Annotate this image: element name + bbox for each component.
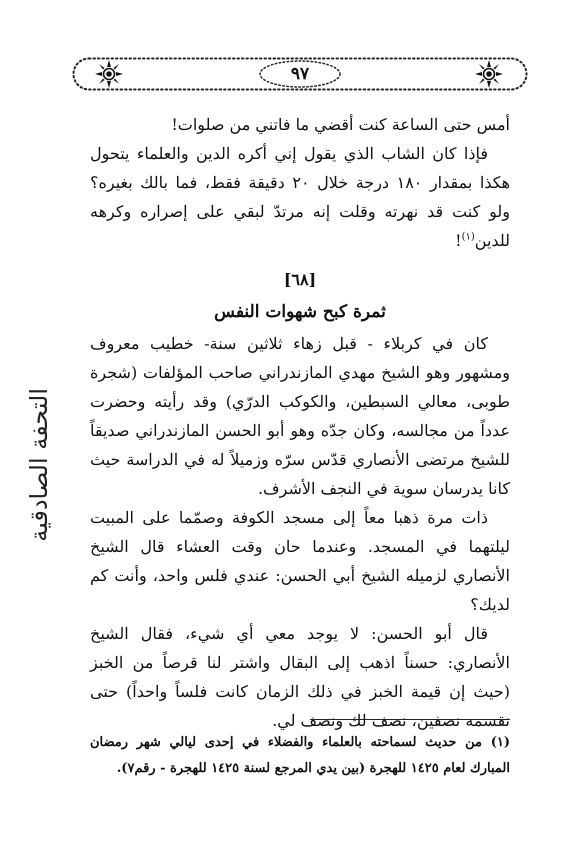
section-heading: ثمرة كبح شهوات النفس [214,302,386,322]
paragraph: كان في كربلاء - قبل زهاء ثلاثين سنة- خطيب معروف ومشهور وهو الشيخ مهدي المازندراني صاحب المؤلفات (شجرة طوبى، معالي السبطين، والكوكب الدرّي) وقد رأيته وحضرت عدداً من مجالسه، وكان جدّه وهو أبو الحسن المازندراني صديقاً للشيخ مرتضى الأنصاري قدّس سرّه وزميلاً له في الدراسة حيث كانا يدرسان سوية في النجف الأشرف. [90,334,511,498]
paragraph: قال أبو الحسن: لا يوجد معي أي شيء، فقال الشيخ الأنصاري: حسناً اذهب إلى البقال واشتر لنا قرصاً من الخبز (حيث إن قيمة الخبز في ذلك الزمان كانت فلساً واحداً) حتى نقسمه نصفين، نصف لك ونصف لي. [90,624,510,730]
footnote [90,730,510,782]
book-title: التحفة الصادقية [25,388,53,542]
section-number: [٦٨] [283,270,317,289]
paragraph: أمس حتى الساعة كنت أقضي ما فاتني من صلوات! [171,115,510,134]
paragraph: ذات مرة ذهبا معاً إلى مسجد الكوفة وصمّما على المبيت ليلتهما في المسجد. وعندما حان وقت العشاء قال الشيخ الأنصاري لزميله الشيخ أبي الحسن: عندي فلس واحد، وأنت كم لديك؟ [90,508,510,614]
sun-ornament-icon [94,59,124,89]
paragraph-text: فإذا كان الشاب الذي يقول إني أكره الدين والعلماء يتحول هكذا بمقدار ١٨٠ درجة خلال ٢٠ دقيقة فقط، فما بالك بغيره؟ ولو كنت قد نهرته وقلت إنه مرتدّ لبقي على إصراره وكرهه للدين [90,144,510,250]
page-body [90,110,510,735]
footnote-text: (١) من حديث لسماحته بالعلماء والفضلاء في إحدى ليالي شهر رمضان المبارك لعام ١٤٢٥ للهجرة (بين يدي المرجع لسنة ١٤٢٥ للهجرة - رقم٧). [90,735,510,776]
paragraph-end: ! [455,231,462,250]
footnote-divider [310,719,510,720]
sun-ornament-icon [474,59,504,89]
page-header [72,57,528,91]
footnote-ref: (١) [461,231,475,243]
book-title-sidebar [22,330,56,600]
paragraph [90,139,510,255]
page-number: ٩٧ [290,64,310,84]
